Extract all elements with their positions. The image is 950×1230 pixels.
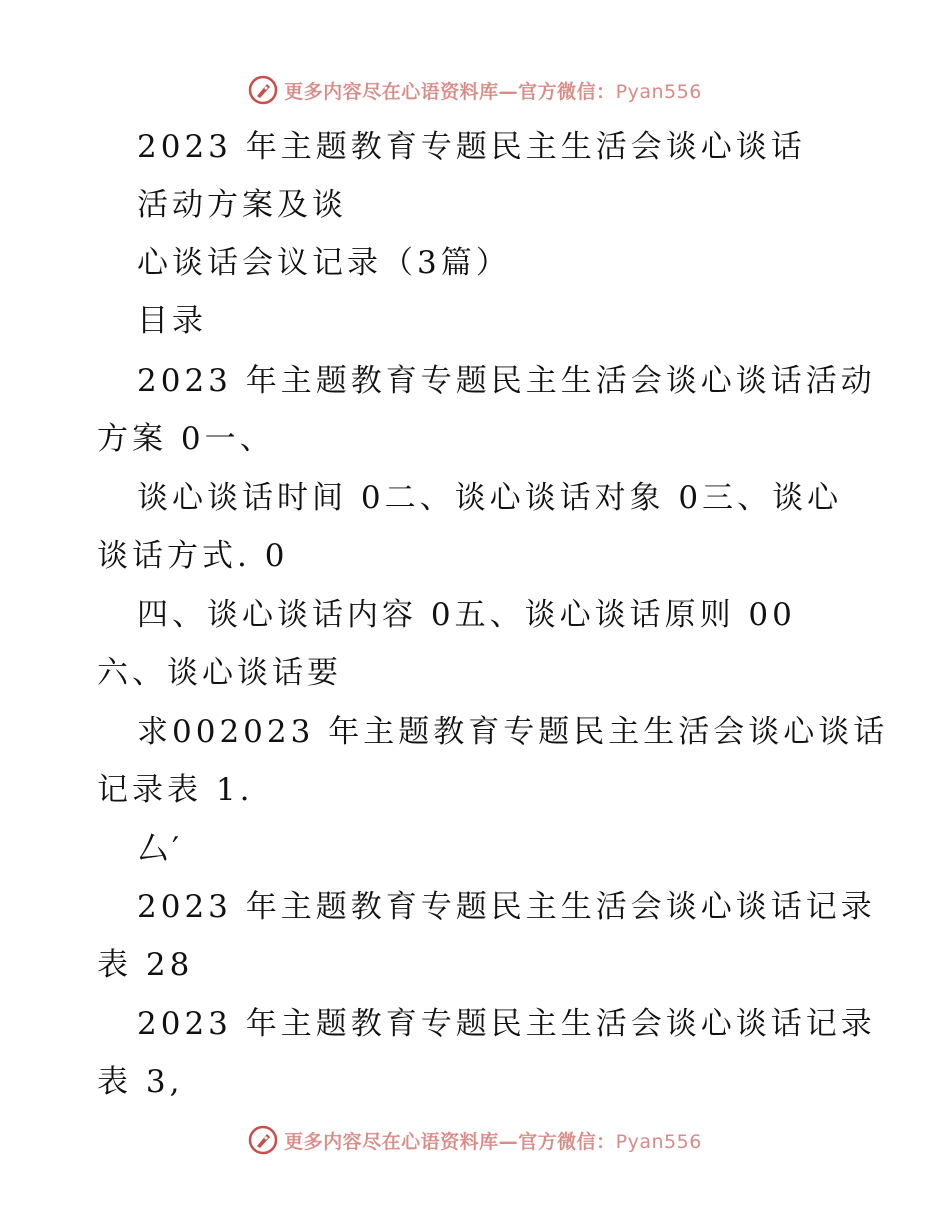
toc-line: 记录表 1. [97, 772, 254, 808]
toc-line: 2023 年主题教育专题民主生活会谈心谈话记录 [137, 1006, 876, 1042]
toc-line: 方案 0一、 [97, 421, 275, 457]
toc-line: 四、谈心谈话内容 0五、谈心谈话原则 00 [137, 597, 796, 633]
pen-nib-logo-icon [248, 1125, 278, 1155]
watermark-wechat-id: Pyan556 [615, 80, 702, 103]
toc-line: 谈话方式. 0 [97, 538, 289, 574]
title-line-2: 活动方案及谈 [137, 187, 347, 223]
toc-line: 2023 年主题教育专题民主生活会谈心谈话记录 [137, 889, 876, 925]
toc-line: 表 3, [97, 1064, 184, 1100]
watermark-banner-bottom [0, 1120, 950, 1160]
toc-heading: 目录 [137, 303, 207, 339]
toc-line: 六、谈心谈话要 [97, 655, 342, 691]
toc-line: 谈心谈话时间 0二、谈心谈话对象 0三、谈心 [137, 480, 843, 516]
toc-line: 表 28 [97, 947, 194, 983]
watermark-text: 更多内容尽在心语资料库—官方微信： [284, 1130, 616, 1153]
watermark-banner-top [0, 70, 950, 110]
watermark-text: 更多内容尽在心语资料库—官方微信： [284, 80, 616, 103]
toc-line: 2023 年主题教育专题民主生活会谈心谈话活动 [137, 363, 876, 399]
toc-line: 求002023 年主题教育专题民主生活会谈心谈话 [137, 714, 889, 750]
title-line-1: 2023 年主题教育专题民主生活会谈心谈话 [137, 129, 806, 165]
toc-line: 厶′ [137, 831, 184, 867]
watermark-wechat-id: Pyan556 [615, 1130, 702, 1153]
pen-nib-logo-icon [248, 75, 278, 105]
title-line-3: 心谈话会议记录（3篇） [137, 245, 511, 281]
